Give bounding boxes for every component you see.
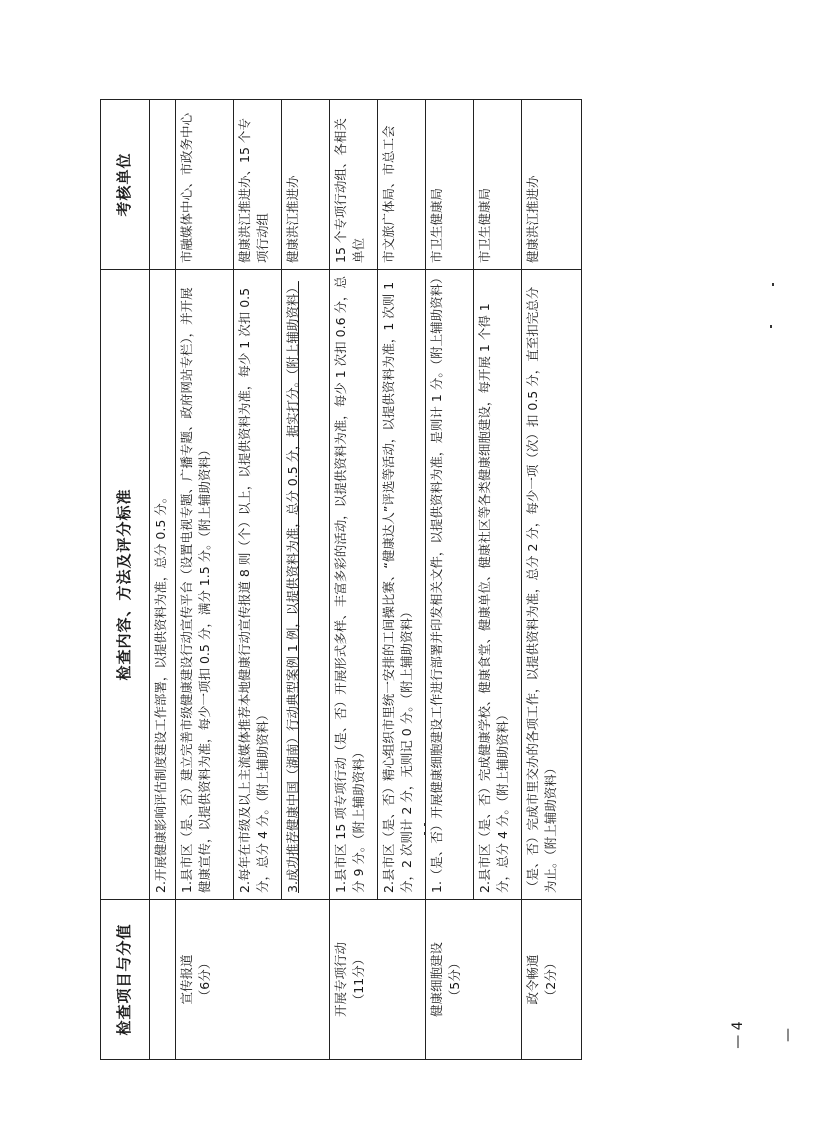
table-row: [522, 100, 582, 1060]
evaluation-table: [100, 99, 582, 1060]
unit-cell: 健康洪江推进办: [522, 100, 582, 270]
content-cell: 2.县市区（是、否）完成健康学校、健康食堂、健康单位、健康社区等各类健康细胞建设，每开展 1 个得 1 分，总分 4 分。（附上辅助资料）: [474, 270, 522, 900]
table-row: [330, 100, 378, 1060]
content-cell: 2.开展健康影响评估制度建设工作部署，以提供资料为准，总分 0.5 分。: [150, 270, 176, 900]
page-number: — 4 —: [730, 1021, 796, 1049]
item-title: 开展专项行动: [333, 942, 348, 1018]
unit-cell: 市文旅广体局、市总工会: [378, 100, 426, 270]
content-cell: 1.（是、否）开展健康细胞建设工作进行部署并印发相关文件，以提供资料为准，是则计 1 分。（附上辅助资料）: [426, 270, 474, 900]
item-cell-orders: [522, 900, 582, 1060]
scan-speck: [770, 325, 772, 328]
content-text: 3.成功推荐健康中国（湖南）行动典型案例 1 例，以提供资料为准，总分 0.5 分，据实打分。（附上辅助资料）: [285, 281, 300, 893]
item-cell-special-actions: [330, 900, 426, 1060]
header-item: 检查项目与分值: [101, 900, 150, 1060]
item-score: （2分）: [543, 956, 559, 1003]
content-cell: 1.县市区 15 项专项行动（是、否）开展形式多样、丰富多彩的活动，以提供资料为准，每少 1 次扣 0.6 分，总分 9 分。（附上辅助资料）: [330, 270, 378, 900]
table-row: [426, 100, 474, 1060]
unit-cell: 市卫生健康局: [426, 100, 474, 270]
unit-cell: 健康洪江推进办、15 个专项行动组: [234, 100, 282, 270]
content-cell: （是、否）完成市里交办的各项工作，以提供资料为准，总分 2 分，每少一项（次）扣 0.5 分，直至扣完总分为止。（附上辅助资料）: [522, 270, 582, 900]
table-row: [150, 100, 176, 1060]
content-cell: [282, 270, 330, 900]
unit-cell: 15 个专项行动组、各相关单位: [330, 100, 378, 270]
unit-cell: 市融媒体中心、市政务中心: [176, 100, 234, 270]
scan-speck: [772, 283, 774, 286]
content-cell: 2.县市区（是、否）精心组织市里统一安排的工间操比赛、“健康达人”评选等活动，以提供资料为准，1 次则 1 分，2 次则计 2 分，无则记 0 分。（附上辅助资料）: [378, 270, 426, 900]
item-cell-empty: [150, 900, 176, 1060]
item-title: 宣传报道: [179, 954, 194, 1005]
header-unit: 考核单位: [101, 100, 150, 270]
scan-speck: [424, 832, 426, 835]
unit-cell: [150, 100, 176, 270]
unit-cell: 市卫生健康局: [474, 100, 522, 270]
table-header-row: [101, 100, 150, 1060]
content-cell: 1.县市区（是、否）建立完善市级健康建设行动宣传平台（设置电视专题、广播专题、政府网站专栏），并开展健康宣传，以提供资料为准，每少一项扣 0.5 分，满分 1.5 分。（附上辅助资料）: [176, 270, 234, 900]
content-cell: 2.每年在市级及以上主流媒体推荐本地健康行动宣传报道 8 则（个）以上，以提供资料为准，每少 1 次扣 0.5 分，总分 4 分。（附上辅助资料）: [234, 270, 282, 900]
unit-cell: 健康洪江推进办: [282, 100, 330, 270]
scan-speck: [424, 823, 426, 826]
item-score: （6分）: [197, 956, 213, 1003]
item-cell-healthy-cells: [426, 900, 522, 1060]
item-cell-publicity: [176, 900, 330, 1060]
item-score: （11分）: [351, 952, 367, 1007]
item-title: 健康细胞建设: [429, 942, 444, 1018]
item-score: （5分）: [447, 956, 463, 1003]
table-row: [176, 100, 234, 1060]
rotated-page: [100, 100, 700, 1060]
header-content: 检查内容、方法及评分标准: [101, 270, 150, 900]
item-title: 政令畅通: [525, 954, 540, 1005]
